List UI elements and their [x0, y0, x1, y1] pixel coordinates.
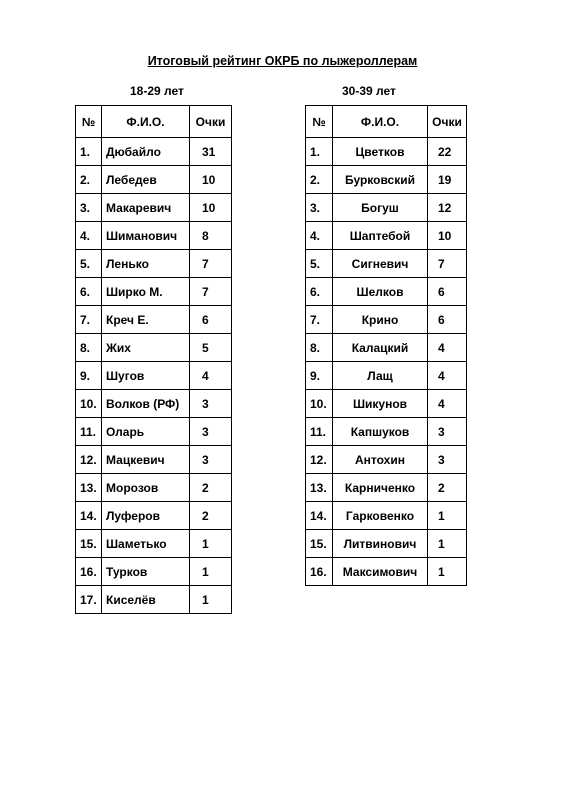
cell-points: 4 — [190, 362, 232, 390]
cell-points: 12 — [428, 194, 467, 222]
header-number: № — [76, 106, 102, 138]
table-row — [306, 390, 467, 418]
cell-number: 17. — [76, 586, 102, 614]
cell-points: 6 — [428, 306, 467, 334]
cell-points: 4 — [428, 334, 467, 362]
cell-number: 3. — [76, 194, 102, 222]
table-row — [76, 446, 232, 474]
cell-number: 1. — [306, 138, 333, 166]
cell-name: Шиманович — [102, 222, 190, 250]
table-row — [76, 250, 232, 278]
cell-points: 3 — [428, 418, 467, 446]
cell-points: 1 — [190, 586, 232, 614]
cell-number: 12. — [306, 446, 333, 474]
table-row — [306, 138, 467, 166]
cell-name: Литвинович — [333, 530, 428, 558]
group-label-30-39: 30-39 лет — [342, 84, 396, 98]
table-row — [76, 390, 232, 418]
cell-number: 10. — [306, 390, 333, 418]
table-row — [76, 138, 232, 166]
cell-number: 6. — [76, 278, 102, 306]
cell-name: Турков — [102, 558, 190, 586]
rating-table-18-29 — [75, 105, 232, 614]
cell-number: 6. — [306, 278, 333, 306]
table-row — [76, 222, 232, 250]
cell-points: 4 — [428, 390, 467, 418]
cell-points: 5 — [190, 334, 232, 362]
cell-points: 7 — [428, 250, 467, 278]
cell-name: Волков (РФ) — [102, 390, 190, 418]
cell-points: 1 — [428, 558, 467, 586]
cell-name: Шаметько — [102, 530, 190, 558]
cell-name: Сигневич — [333, 250, 428, 278]
table-header-row — [76, 106, 232, 138]
table-row — [306, 222, 467, 250]
cell-name: Морозов — [102, 474, 190, 502]
cell-points: 7 — [190, 278, 232, 306]
cell-number: 7. — [76, 306, 102, 334]
cell-number: 9. — [76, 362, 102, 390]
table-row — [76, 334, 232, 362]
cell-name: Максимович — [333, 558, 428, 586]
cell-name: Оларь — [102, 418, 190, 446]
cell-number: 4. — [76, 222, 102, 250]
cell-points: 6 — [428, 278, 467, 306]
cell-number: 15. — [306, 530, 333, 558]
table-row — [306, 418, 467, 446]
cell-name: Луферов — [102, 502, 190, 530]
table-row — [306, 194, 467, 222]
cell-name: Киселёв — [102, 586, 190, 614]
header-points: Очки — [428, 106, 467, 138]
cell-number: 12. — [76, 446, 102, 474]
table-row — [306, 166, 467, 194]
cell-number: 4. — [306, 222, 333, 250]
table-row — [306, 474, 467, 502]
cell-points: 3 — [428, 446, 467, 474]
cell-name: Мацкевич — [102, 446, 190, 474]
cell-number: 10. — [76, 390, 102, 418]
cell-points: 1 — [428, 502, 467, 530]
table-row — [76, 418, 232, 446]
cell-name: Шугов — [102, 362, 190, 390]
header-name: Ф.И.О. — [102, 106, 190, 138]
table-row — [306, 502, 467, 530]
cell-points: 1 — [190, 558, 232, 586]
cell-number: 16. — [76, 558, 102, 586]
cell-number: 8. — [306, 334, 333, 362]
cell-number: 9. — [306, 362, 333, 390]
table-row — [306, 446, 467, 474]
cell-name: Креч Е. — [102, 306, 190, 334]
table-row — [306, 278, 467, 306]
cell-points: 4 — [428, 362, 467, 390]
table-row — [76, 474, 232, 502]
cell-number: 13. — [306, 474, 333, 502]
cell-points: 2 — [190, 502, 232, 530]
cell-number: 11. — [306, 418, 333, 446]
table-header-row — [306, 106, 467, 138]
cell-name: Карниченко — [333, 474, 428, 502]
cell-points: 19 — [428, 166, 467, 194]
cell-number: 13. — [76, 474, 102, 502]
table-row — [76, 586, 232, 614]
header-points: Очки — [190, 106, 232, 138]
cell-number: 5. — [306, 250, 333, 278]
cell-number: 7. — [306, 306, 333, 334]
cell-name: Ширко М. — [102, 278, 190, 306]
cell-number: 14. — [306, 502, 333, 530]
header-number: № — [306, 106, 333, 138]
table-row — [306, 362, 467, 390]
cell-points: 3 — [190, 446, 232, 474]
cell-points: 22 — [428, 138, 467, 166]
table-row — [306, 250, 467, 278]
cell-number: 2. — [306, 166, 333, 194]
cell-number: 2. — [76, 166, 102, 194]
cell-name: Шаптебой — [333, 222, 428, 250]
cell-points: 2 — [428, 474, 467, 502]
cell-name: Ленько — [102, 250, 190, 278]
cell-name: Жих — [102, 334, 190, 362]
cell-points: 2 — [190, 474, 232, 502]
table-row — [306, 306, 467, 334]
cell-number: 8. — [76, 334, 102, 362]
cell-name: Дюбайло — [102, 138, 190, 166]
cell-points: 31 — [190, 138, 232, 166]
cell-number: 14. — [76, 502, 102, 530]
cell-points: 1 — [428, 530, 467, 558]
cell-points: 3 — [190, 418, 232, 446]
cell-name: Цветков — [333, 138, 428, 166]
table-row — [76, 530, 232, 558]
cell-number: 16. — [306, 558, 333, 586]
rating-table-30-39 — [305, 105, 467, 586]
cell-points: 6 — [190, 306, 232, 334]
cell-points: 7 — [190, 250, 232, 278]
document-title: Итоговый рейтинг ОКРБ по лыжероллерам — [147, 54, 418, 68]
table-row — [306, 558, 467, 586]
cell-name: Макаревич — [102, 194, 190, 222]
cell-points: 8 — [190, 222, 232, 250]
cell-points: 10 — [190, 194, 232, 222]
table-row — [76, 362, 232, 390]
cell-name: Шелков — [333, 278, 428, 306]
table-row — [76, 502, 232, 530]
cell-name: Калацкий — [333, 334, 428, 362]
cell-number: 11. — [76, 418, 102, 446]
cell-name: Антохин — [333, 446, 428, 474]
cell-points: 10 — [190, 166, 232, 194]
cell-points: 1 — [190, 530, 232, 558]
cell-name: Шикунов — [333, 390, 428, 418]
header-name: Ф.И.О. — [333, 106, 428, 138]
table-row — [76, 306, 232, 334]
table-row — [76, 194, 232, 222]
cell-number: 1. — [76, 138, 102, 166]
cell-name: Богуш — [333, 194, 428, 222]
table-row — [76, 166, 232, 194]
table-row — [306, 334, 467, 362]
cell-name: Гарковенко — [333, 502, 428, 530]
cell-number: 3. — [306, 194, 333, 222]
cell-points: 10 — [428, 222, 467, 250]
table-row — [306, 530, 467, 558]
cell-number: 5. — [76, 250, 102, 278]
table-row — [76, 278, 232, 306]
cell-name: Лащ — [333, 362, 428, 390]
cell-name: Крино — [333, 306, 428, 334]
cell-name: Капшуков — [333, 418, 428, 446]
cell-number: 15. — [76, 530, 102, 558]
cell-name: Лебедев — [102, 166, 190, 194]
group-label-18-29: 18-29 лет — [130, 84, 184, 98]
cell-points: 3 — [190, 390, 232, 418]
cell-name: Бурковский — [333, 166, 428, 194]
table-row — [76, 558, 232, 586]
